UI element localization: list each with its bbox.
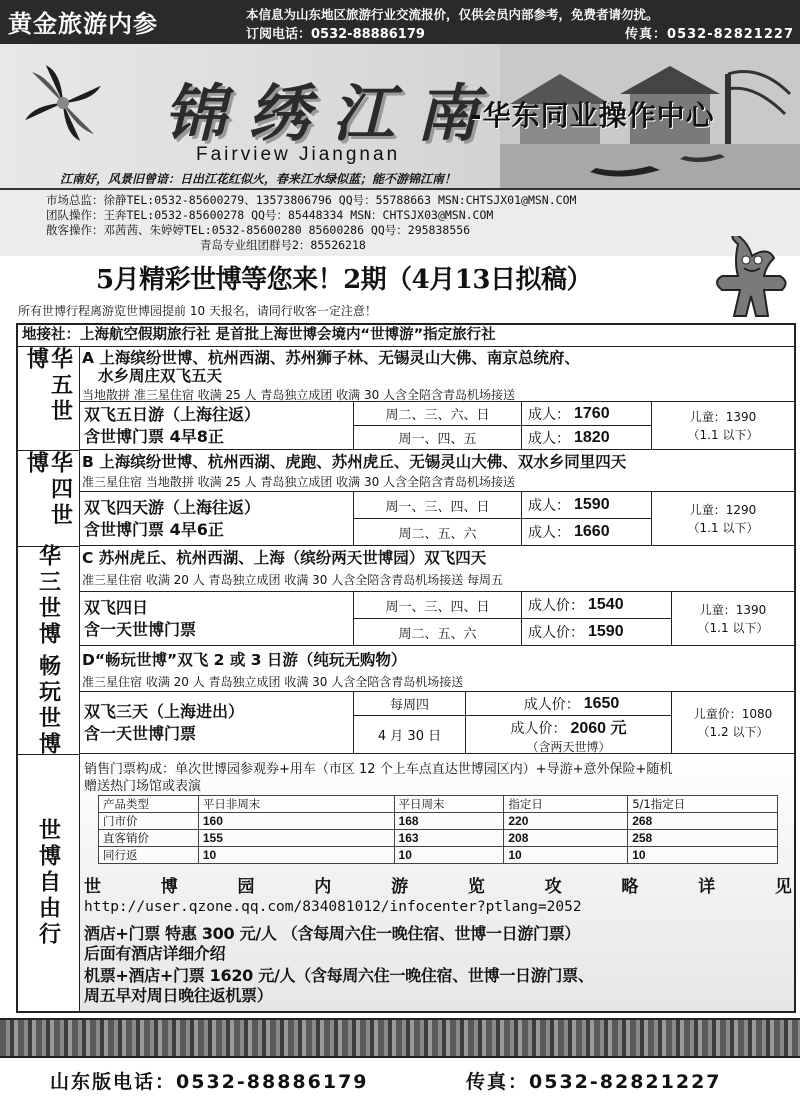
guide-char: 游 bbox=[391, 877, 409, 897]
contact-group-operations: 团队操作：王奔TEL:0532-85600278 QQ号：85448334 MSN：CHTSJX03@MSN.COM bbox=[46, 208, 494, 222]
hotel-detail-note: 后面有酒店详细介绍 bbox=[84, 944, 226, 963]
contact-market-director: 市场总监：徐静TEL:0532-85600279、13573806796 QQ号：55788663 MSN:CHTSJX01@MSN.COM bbox=[46, 193, 577, 207]
child-price-value: 儿童：1290 bbox=[689, 502, 757, 517]
section-cd-side-label bbox=[18, 543, 80, 758]
expo-side-text: 世博自由行 bbox=[35, 818, 62, 948]
price-label: 成人价： bbox=[528, 625, 584, 641]
price-value: 1820 bbox=[574, 428, 610, 446]
section-a-package bbox=[80, 402, 354, 450]
section-a-price-1 bbox=[522, 402, 652, 426]
child-price-condition: （1.1 以下） bbox=[697, 620, 769, 635]
section-d-title: D“畅玩世博”双飞 2 或 3 日游（纯玩无购物） bbox=[82, 651, 407, 669]
section-d-price-2 bbox=[466, 716, 672, 754]
footer-fax: 传真：0532-82821227 bbox=[466, 1070, 722, 1093]
guide-char: 略 bbox=[621, 877, 639, 897]
section-c-package bbox=[80, 592, 354, 646]
price-value: 1650 bbox=[583, 694, 620, 712]
ticket-price-cell: 208 bbox=[504, 830, 628, 847]
section-d-price-1 bbox=[466, 692, 672, 716]
contact-qq-group: 青岛专业组团群号2：85526218 bbox=[200, 238, 366, 252]
ticket-price-cell: 268 bbox=[628, 813, 778, 830]
guide-char: 内 bbox=[314, 877, 332, 897]
child-price-condition: （1.2 以下） bbox=[697, 724, 769, 739]
top-bar bbox=[0, 0, 800, 44]
headline: 5月精彩世博等您来！2期（4月13日拟稿） bbox=[96, 265, 592, 295]
guide-char: 园 bbox=[237, 877, 255, 897]
footer-decorative-border bbox=[0, 1018, 800, 1058]
member-notice: 本信息为山东地区旅游行业交流报价，仅供会员内部参考，免费者请勿扰。 bbox=[246, 7, 659, 22]
expo-guide-line bbox=[84, 872, 792, 897]
section-b-package-detail: 含世博门票 4早6正 bbox=[84, 519, 224, 539]
section-b-price-1 bbox=[522, 492, 652, 519]
contact-block bbox=[0, 190, 800, 256]
brand-flower-logo bbox=[20, 60, 106, 146]
section-b-note: 准三星住宿 当地散拼 收满 25 人 青岛独立成团 收满 30 人含全陪含青岛机场接送 bbox=[82, 475, 516, 489]
section-a-child-price bbox=[652, 402, 794, 450]
ticket-table-header-cell: 平日周末 bbox=[394, 796, 504, 813]
price-label: 成人： bbox=[528, 498, 570, 514]
ticket-price-cell: 10 bbox=[628, 847, 778, 864]
ground-agency-bar: 地接社：上海航空假期旅行社 是首批上海世博会境内“世博游”指定旅行社 bbox=[18, 325, 794, 347]
guide-char: 详 bbox=[698, 877, 716, 897]
ticket-table-header-cell: 5/1指定日 bbox=[628, 796, 778, 813]
ticket-type-cell: 同行返 bbox=[99, 847, 199, 864]
subscribe-phone: 订阅电话：0532-88886179 bbox=[246, 27, 425, 42]
guide-char: 见 bbox=[774, 877, 792, 897]
contact-individual-operations: 散客操作：邓茜茜、朱婷婷TEL:0532-85600280 85600286 QQ号：295838556 bbox=[46, 223, 471, 237]
section-a-days-1: 周二、三、六、日 bbox=[354, 402, 522, 426]
price-value: 2060 元 bbox=[570, 719, 627, 737]
section-a-price-2 bbox=[522, 426, 652, 450]
price-label: 成人价： bbox=[510, 720, 567, 737]
section-d-side-text: 畅玩世博 bbox=[35, 653, 62, 758]
section-c-price-1 bbox=[522, 592, 672, 619]
price-label: 成人： bbox=[528, 406, 570, 423]
section-b-price-grid bbox=[80, 491, 794, 547]
section-c-days-2: 周二、五、六 bbox=[354, 619, 522, 646]
ticket-table-header-cell: 指定日 bbox=[504, 796, 628, 813]
footer-bar bbox=[0, 1060, 800, 1100]
child-price-condition: （1.1 以下） bbox=[687, 427, 759, 442]
child-price-condition: （1.1 以下） bbox=[687, 520, 759, 535]
child-price-value: 儿童：1390 bbox=[689, 409, 757, 424]
section-b-package-name: 双飞四天游（上海往返） bbox=[84, 497, 261, 517]
ticket-price-cell: 220 bbox=[504, 813, 628, 830]
section-d-price-grid bbox=[80, 691, 794, 755]
section-a-price-grid bbox=[80, 401, 794, 451]
section-b-child-price bbox=[652, 492, 794, 546]
price-value: 1540 bbox=[588, 596, 624, 613]
flight-hotel-ticket-deal: 机票+酒店+门票 1620 元/人（含每周六住一晚住宿、世博一日游门票、 bbox=[84, 966, 594, 985]
ticket-price-cell: 163 bbox=[394, 830, 504, 847]
flight-hotel-ticket-deal-cont: 周五早对周日晚往返机票） bbox=[84, 986, 273, 1005]
section-d-package bbox=[80, 692, 354, 754]
ticket-price-cell: 168 bbox=[394, 813, 504, 830]
section-b-days-1: 周一、三、四、日 bbox=[354, 492, 522, 519]
section-c-price-2 bbox=[522, 619, 672, 646]
section-c-package-detail: 含一天世博门票 bbox=[84, 619, 197, 639]
price-value: 1760 bbox=[574, 404, 610, 422]
expo-mascot-image bbox=[708, 236, 794, 320]
section-c-price-grid bbox=[80, 591, 794, 647]
ticket-type-cell: 直客销价 bbox=[99, 830, 199, 847]
ticket-price-cell: 155 bbox=[198, 830, 394, 847]
expo-free-travel-section bbox=[80, 755, 794, 1011]
section-a-side-text: 华五世博 bbox=[23, 347, 74, 425]
section-b-title: B 上海缤纷世博、杭州西湖、虎跑、苏州虎丘、无锡灵山大佛、双水乡同里四天 bbox=[82, 453, 627, 471]
section-c-days-1: 周一、三、四、日 bbox=[354, 592, 522, 619]
hotel-ticket-deal: 酒店+门票 特惠 300 元/人 （含每周六住一晚住宿、世博一日游门票） bbox=[84, 924, 581, 943]
expo-ticket-price-table bbox=[98, 795, 778, 864]
section-c-child-price bbox=[672, 592, 794, 646]
expo-ticket-composition-cont: 赠送热门场馆或表演 bbox=[84, 779, 202, 794]
ticket-type-cell: 门市价 bbox=[99, 813, 199, 830]
header-fax: 传真：0532-82821227 bbox=[625, 27, 794, 42]
section-b-side-text: 华四世博 bbox=[23, 451, 74, 529]
brand-english-name: Fairview Jiangnan bbox=[196, 144, 401, 165]
section-d-days-2: 4 月 30 日 bbox=[354, 716, 466, 754]
ticket-table-header-cell: 平日非周末 bbox=[198, 796, 394, 813]
section-a-side-label bbox=[18, 347, 80, 451]
section-a-title-cont: 水乡周庄双飞五天 bbox=[98, 367, 223, 385]
ticket-table-header-cell: 产品类型 bbox=[99, 796, 199, 813]
expo-guide-url[interactable]: http://user.qzone.qq.com/834081012/infocenter?ptlang=2052 bbox=[84, 899, 582, 915]
price-label: 成人： bbox=[528, 430, 570, 447]
section-b-days-2: 周二、五、六 bbox=[354, 519, 522, 546]
table-row bbox=[99, 813, 778, 830]
guide-char: 览 bbox=[467, 877, 485, 897]
brand-banner bbox=[0, 44, 800, 190]
ticket-price-cell: 10 bbox=[198, 847, 394, 864]
section-c-note: 准三星住宿 收满 20 人 青岛独立成团 收满 30 人含全陪含青岛机场接送 每周五 bbox=[82, 573, 504, 587]
section-b-price-2 bbox=[522, 519, 652, 546]
section-d-package-detail: 含一天世博门票 bbox=[84, 723, 197, 743]
guide-char: 世 bbox=[84, 877, 101, 897]
table-row bbox=[99, 830, 778, 847]
section-a-package-name: 双飞五日游（上海往返） bbox=[84, 404, 261, 424]
table-row bbox=[99, 847, 778, 864]
price-value: 1660 bbox=[574, 523, 610, 540]
ticket-price-cell: 160 bbox=[198, 813, 394, 830]
section-d-child-price bbox=[672, 692, 794, 754]
guide-char: 博 bbox=[160, 877, 178, 897]
price-value: 1590 bbox=[588, 623, 624, 640]
section-d-days-1: 每周四 bbox=[354, 692, 466, 716]
brand-tagline: -华东同业操作中心 bbox=[470, 99, 715, 132]
itinerary-table bbox=[16, 323, 796, 1013]
price-label: 成人价： bbox=[528, 598, 584, 614]
price-extra-note: （含两天世博） bbox=[526, 739, 611, 754]
registration-note: 所有世博行程离游览世博园提前 10 天报名，请同行收客一定注意！ bbox=[18, 304, 377, 318]
price-label: 成人价： bbox=[523, 696, 580, 713]
section-c-title: C 苏州虎丘、杭州西湖、上海（缤纷两天世博园）双飞四天 bbox=[82, 549, 487, 567]
ticket-price-cell: 10 bbox=[394, 847, 504, 864]
expo-ticket-composition: 销售门票构成：单次世博园参观券+用车（市区 12 个上车点直达世博园区内）+导游+意外保险+随机 bbox=[84, 762, 673, 777]
section-c-side-text: 华三世博 bbox=[35, 543, 62, 648]
section-a-note: 当地散拼 准三星住宿 收满 25 人 青岛独立成团 收满 30 人含全陪含青岛机场接送 bbox=[82, 388, 516, 402]
section-d-note: 准三星住宿 收满 20 人 青岛独立成团 收满 30 人含全陪含青岛机场接送 bbox=[82, 675, 464, 689]
ticket-table-header-row bbox=[99, 796, 778, 813]
section-a-title: A 上海缤纷世博、杭州西湖、苏州狮子林、无锡灵山大佛、南京总统府、 bbox=[82, 349, 580, 367]
section-d-package-name: 双飞三天（上海进出） bbox=[84, 701, 245, 721]
section-a-package-detail: 含世博门票 4早8正 bbox=[84, 426, 224, 446]
guide-char: 攻 bbox=[544, 877, 562, 897]
price-label: 成人： bbox=[528, 525, 570, 541]
expo-side-label bbox=[18, 755, 80, 1011]
ticket-price-cell: 258 bbox=[628, 830, 778, 847]
section-b-package bbox=[80, 492, 354, 546]
section-b-side-label bbox=[18, 451, 80, 547]
publication-title: 黄金旅游内参 bbox=[8, 10, 158, 38]
section-c-package-name: 双飞四日 bbox=[84, 597, 149, 617]
brand-chinese-name: 锦绣江南 bbox=[164, 77, 501, 150]
section-a-days-2: 周一、四、五 bbox=[354, 426, 522, 450]
ticket-price-cell: 10 bbox=[504, 847, 628, 864]
brand-slogan: 江南好，风景旧曾谙：日出江花红似火，春来江水绿似蓝；能不游锦江南！ bbox=[60, 172, 457, 186]
price-value: 1590 bbox=[574, 496, 610, 513]
child-price-value: 儿童：1390 bbox=[699, 602, 767, 617]
child-price-value: 儿童价：1080 bbox=[693, 706, 773, 721]
footer-phone: 山东版电话：0532-88886179 bbox=[50, 1070, 369, 1093]
